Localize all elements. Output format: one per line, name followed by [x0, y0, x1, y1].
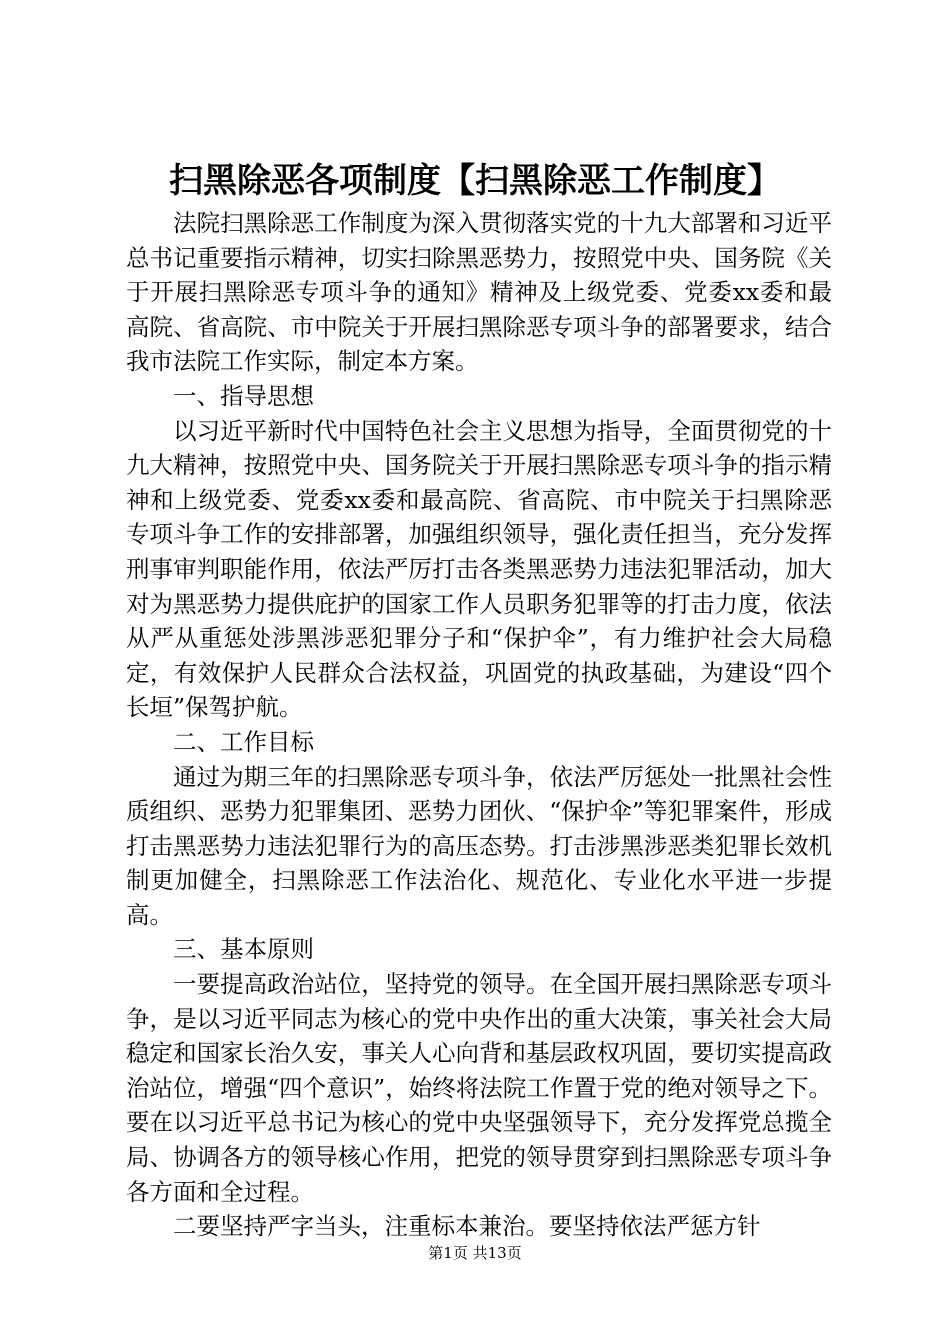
- principle-two-paragraph: 二要坚持严字当头，注重标本兼治。要坚持依法严惩方针: [173, 1212, 761, 1241]
- intro-paragraph: 法院扫黑除恶工作制度为深入贯彻落实党的十九大部署和习近平总书记重要指示精神，切实扫除黑恶势力，按照党中央、国务院《关于开展扫黑除恶专项斗争的通知》精神及上级党委、党委xx委和最高院、省高院、市中院关于开展扫黑除恶专项斗争的部署要求，结合我市法院工作实际，制定本方案。: [126, 209, 832, 376]
- page-number-footer: 第1页 共13页: [428, 1244, 522, 1262]
- section-heading-work-goals: 二、工作目标: [173, 727, 314, 756]
- document-body: [126, 206, 832, 1244]
- work-goals-paragraph: 通过为期三年的扫黑除恶专项斗争，依法严厉惩处一批黑社会性质组织、恶势力犯罪集团、恶势力团伙、“保护伞”等犯罪案件，形成打击黑恶势力违法犯罪行为的高压态势。打击涉黑涉恶类犯罪长效机制更加健全，扫黑除恶工作法治化、规范化、专业化水平进一步提高。: [126, 762, 832, 929]
- section-heading-guiding-thought: 一、指导思想: [173, 381, 314, 410]
- principle-one-paragraph: 一要提高政治站位，坚持党的领导。在全国开展扫黑除恶专项斗争，是以习近平同志为核心的党中央作出的重大决策，事关社会大局稳定和国家长治久安，事关人心向背和基层政权巩固，要切实提高政治站位，增强“四个意识”，始终将法院工作置于党的绝对领导之下。要在以习近平总书记为核心的党中央坚强领导下，充分发挥党总揽全局、协调各方的领导核心作用，把党的领导贯穿到扫黑除恶专项斗争各方面和全过程。: [126, 970, 832, 1206]
- section-heading-basic-principles: 三、基本原则: [173, 935, 314, 964]
- document-title: 扫黑除恶各项制度【扫黑除恶工作制度】: [169, 161, 781, 201]
- guiding-thought-paragraph: 以习近平新时代中国特色社会主义思想为指导，全面贯彻党的十九大精神，按照党中央、国务院关于开展扫黑除恶专项斗争的指示精神和上级党委、党委xx委和最高院、省高院、市中院关于扫黑除恶专项斗争工作的安排部署，加强组织领导，强化责任担当，充分发挥刑事审判职能作用，依法严厉打击各类黑恶势力违法犯罪活动，加大对为黑恶势力提供庇护的国家工作人员职务犯罪等的打击力度，依法从严从重惩处涉黑涉恶犯罪分子和“保护伞”，有力维护社会大局稳定，有效保护人民群众合法权益，巩固党的执政基础，为建设“四个长垣”保驾护航。: [126, 416, 832, 722]
